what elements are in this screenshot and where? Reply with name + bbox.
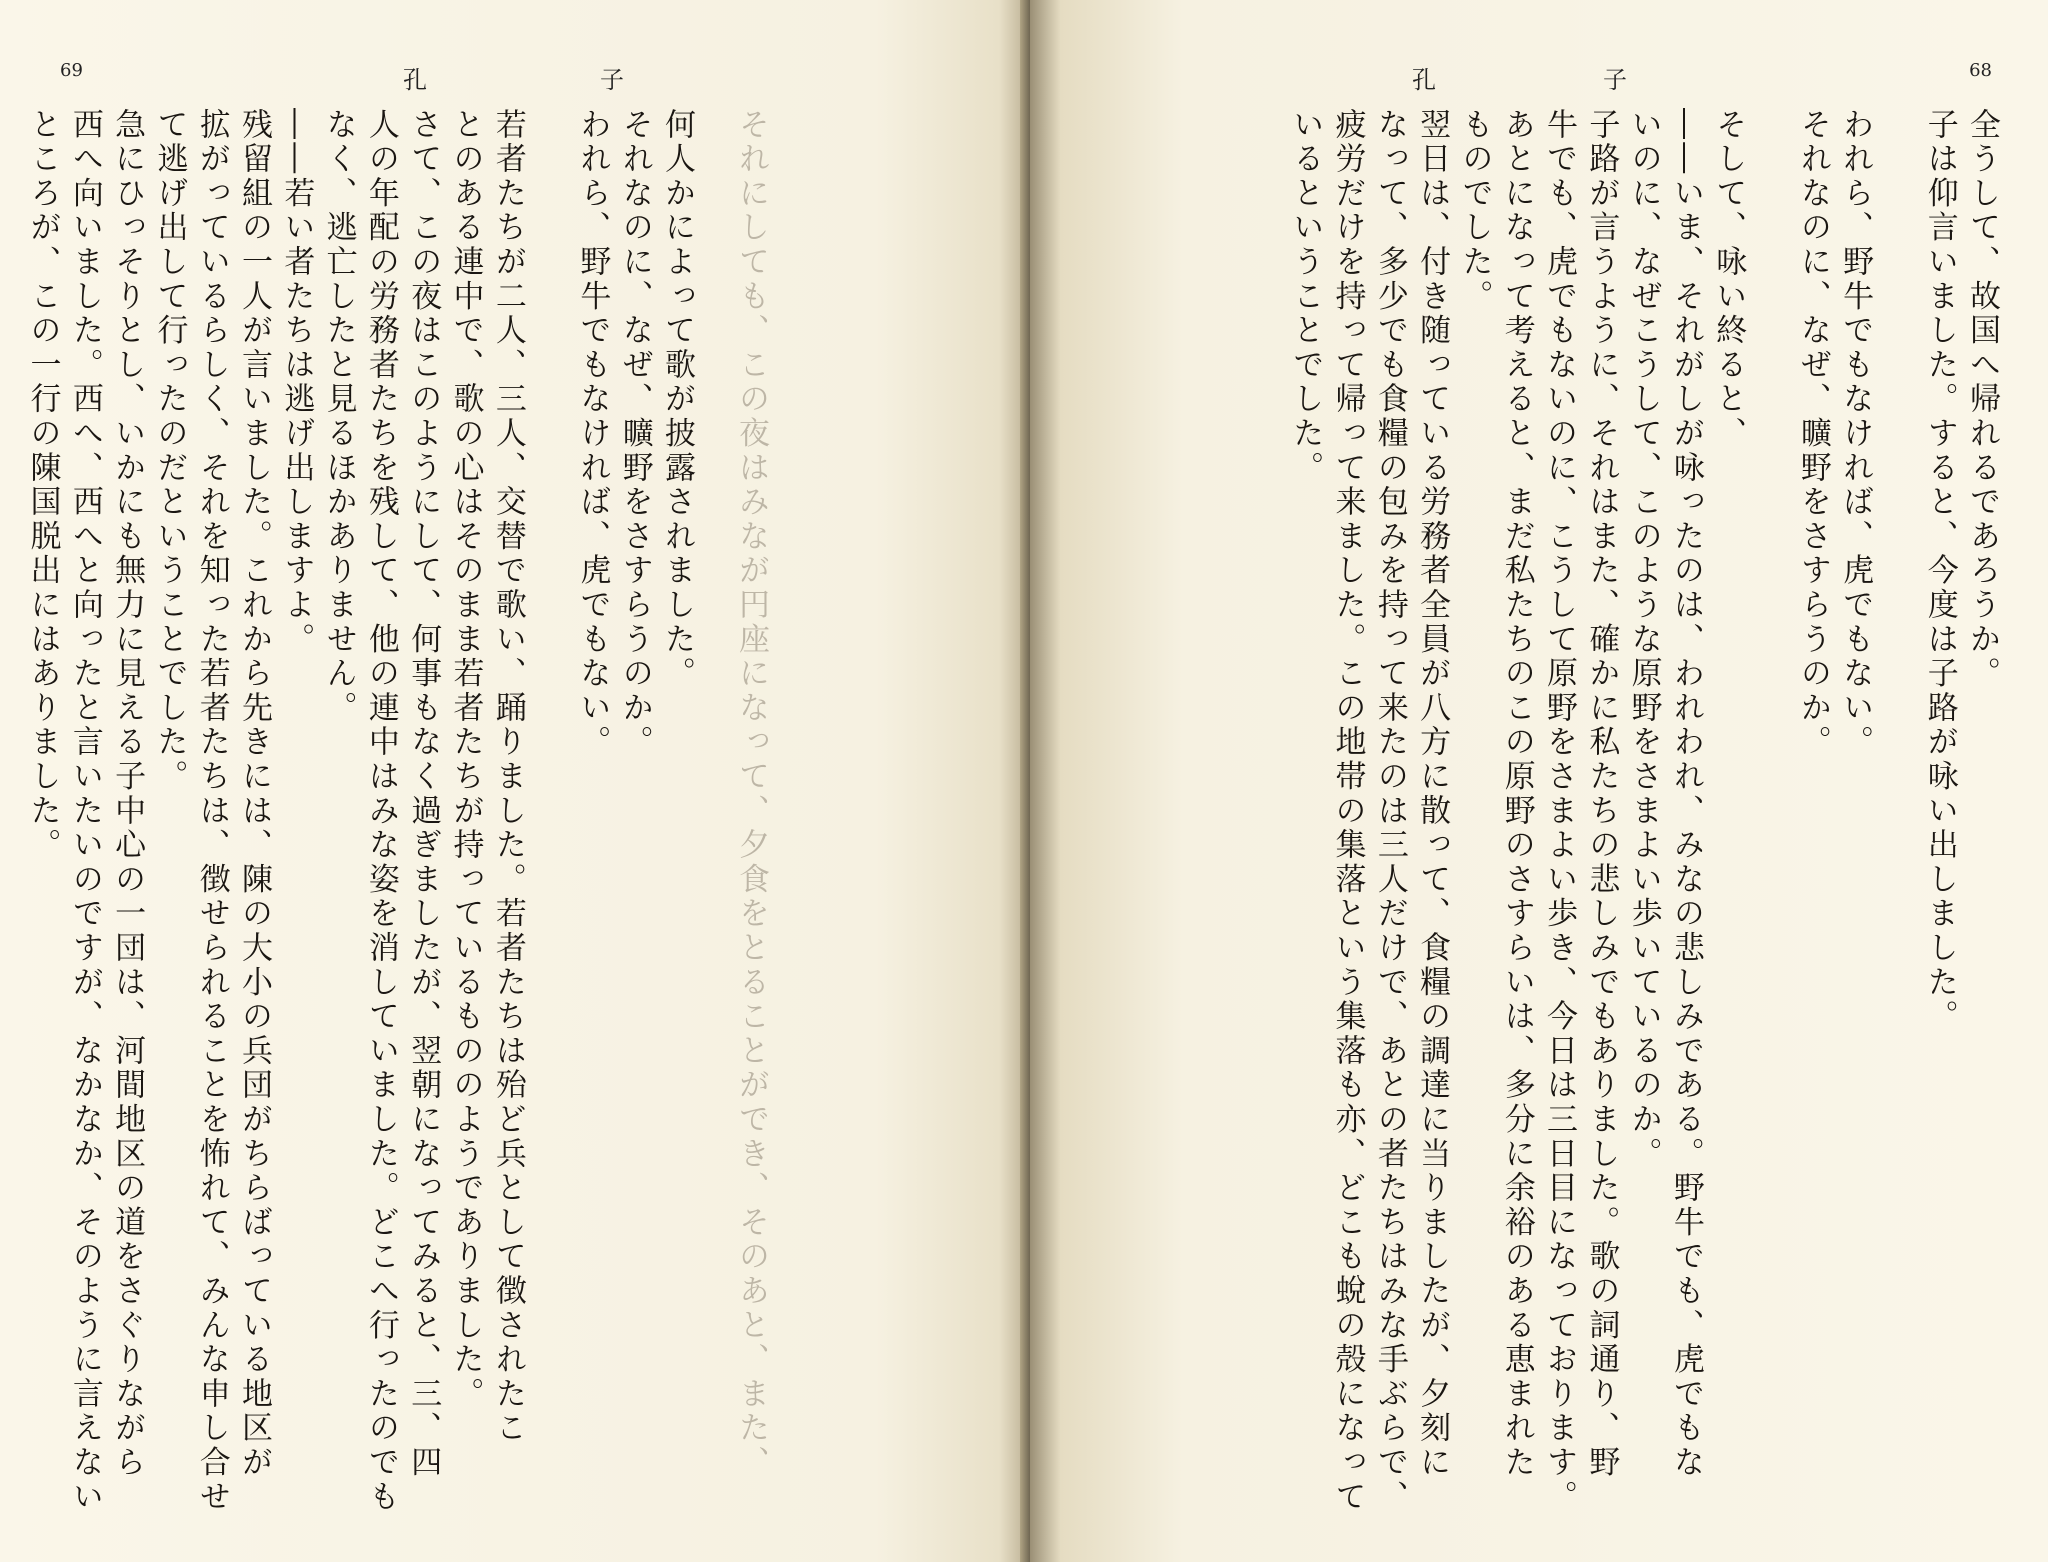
text-line: 翌日は、付き随っている労務者全員が八方に散って、食糧の調達に当りましたが、夕刻に <box>1414 108 1451 1480</box>
left-running-header-1: 孔 <box>403 66 427 94</box>
text-line: 西へ向いました。西へ、西へと向ったと言いたいのですが、なかなか、そのように言えない <box>66 108 103 1515</box>
right-body-text <box>1043 108 2003 1528</box>
text-line: それなのに、なぜ、曠野をさすらうのか。 <box>616 108 653 760</box>
text-line <box>529 108 571 1528</box>
right-page <box>1030 0 2048 1562</box>
text-line: われら、野牛でもなければ、虎でもない。 <box>574 108 611 760</box>
text-line: 拡がっているらしく、それを知った若者たちは、徴せられることを怖れて、みんな申し合せ <box>193 108 230 1515</box>
text-line: われら、野牛でもなければ、虎でもない。 <box>1837 108 1874 760</box>
text-line: 残留組の一人が言いました。これから先きには、陳の大小の兵団がちらばっている地区が <box>236 108 273 1480</box>
text-line: 若者たちが二人、三人、交替で歌い、踊りました。若者たちは殆ど兵として徴されたこ <box>489 108 526 1446</box>
right-running-header-2: 子 <box>1603 66 1627 94</box>
text-line: ものでした。 <box>1456 108 1493 314</box>
left-running-header-2: 子 <box>600 66 624 94</box>
text-line: それなのに、なぜ、曠野をさすらうのか。 <box>1794 108 1831 760</box>
text-line: 牛でも、虎でもないのに、こうして原野をさまよい歩き、今日は三日目になっております。 <box>1541 108 1578 1515</box>
right-page-number: 68 <box>1969 60 1992 81</box>
text-line: 急にひっそりとし、いかにも無力に見える子中心の一団は、河間地区の道をさぐりながら <box>109 108 146 1480</box>
text-line: 疲労だけを持って帰って来ました。この地帯の集落という集落も亦、どこも蛻の殻になって <box>1329 108 1366 1515</box>
text-line: そして、咏い終ると、 <box>1710 108 1747 451</box>
left-page-number: 69 <box>60 60 83 81</box>
text-line: あとになって考えると、まだ私たちのこの原野のさすらいは、多分に余裕のある恵まれた <box>1498 108 1535 1480</box>
text-line: いのに、なぜこうして、このような原野をさまよい歩いているのか。 <box>1625 108 1662 1172</box>
text-line: 何人かによって歌が披露されました。 <box>659 108 695 692</box>
text-line: ――若い者たちは逃げ出しますよ。 <box>278 108 315 657</box>
text-line: 人の年配の労務者たちを残して、他の連中はみな姿を消していました。どこへ行ったのでも <box>362 108 399 1515</box>
text-line: とのある連中で、歌の心はそのまま若者たちが持っているもののようでありました。 <box>447 108 484 1412</box>
text-line: さて、この夜はこのようにして、何事もなく過ぎましたが、翌朝になってみると、三、四 <box>405 108 442 1480</box>
text-line: ――いま、それがしが咏ったのは、われわれ、みなの悲しみである。野牛でも、虎でもな <box>1667 108 1704 1480</box>
right-running-header-1: 孔 <box>1412 66 1436 94</box>
text-line: いるということでした。 <box>1287 108 1324 486</box>
left-body-text <box>0 108 698 1528</box>
text-line: なく、逃亡したと見るほかありません。 <box>320 108 357 726</box>
text-line: ところが、この一行の陳国脱出にはありました。 <box>24 108 61 863</box>
ghost-line: それにしても、この夜はみなが円座になって、夕食をとることができ、そのあと、また、 <box>733 108 769 1480</box>
text-line <box>1749 108 1791 1528</box>
text-line: 子は仰言いました。すると、今度は子路が咏い出しました。 <box>1921 108 1958 1035</box>
text-line: 全うして、故国へ帰れるであろうか。 <box>1964 108 2000 692</box>
text-line: 子路が言うように、それはまた、確かに私たちの悲しみでもありました。歌の詞通り、野 <box>1583 108 1620 1480</box>
text-line: て逃げ出して行ったのだということでした。 <box>151 108 188 794</box>
text-line: なって、多少でも食糧の包みを持って来たのは三人だけで、あとの者たちはみな手ぶらで、 <box>1371 108 1408 1515</box>
text-line <box>1876 108 1918 1528</box>
